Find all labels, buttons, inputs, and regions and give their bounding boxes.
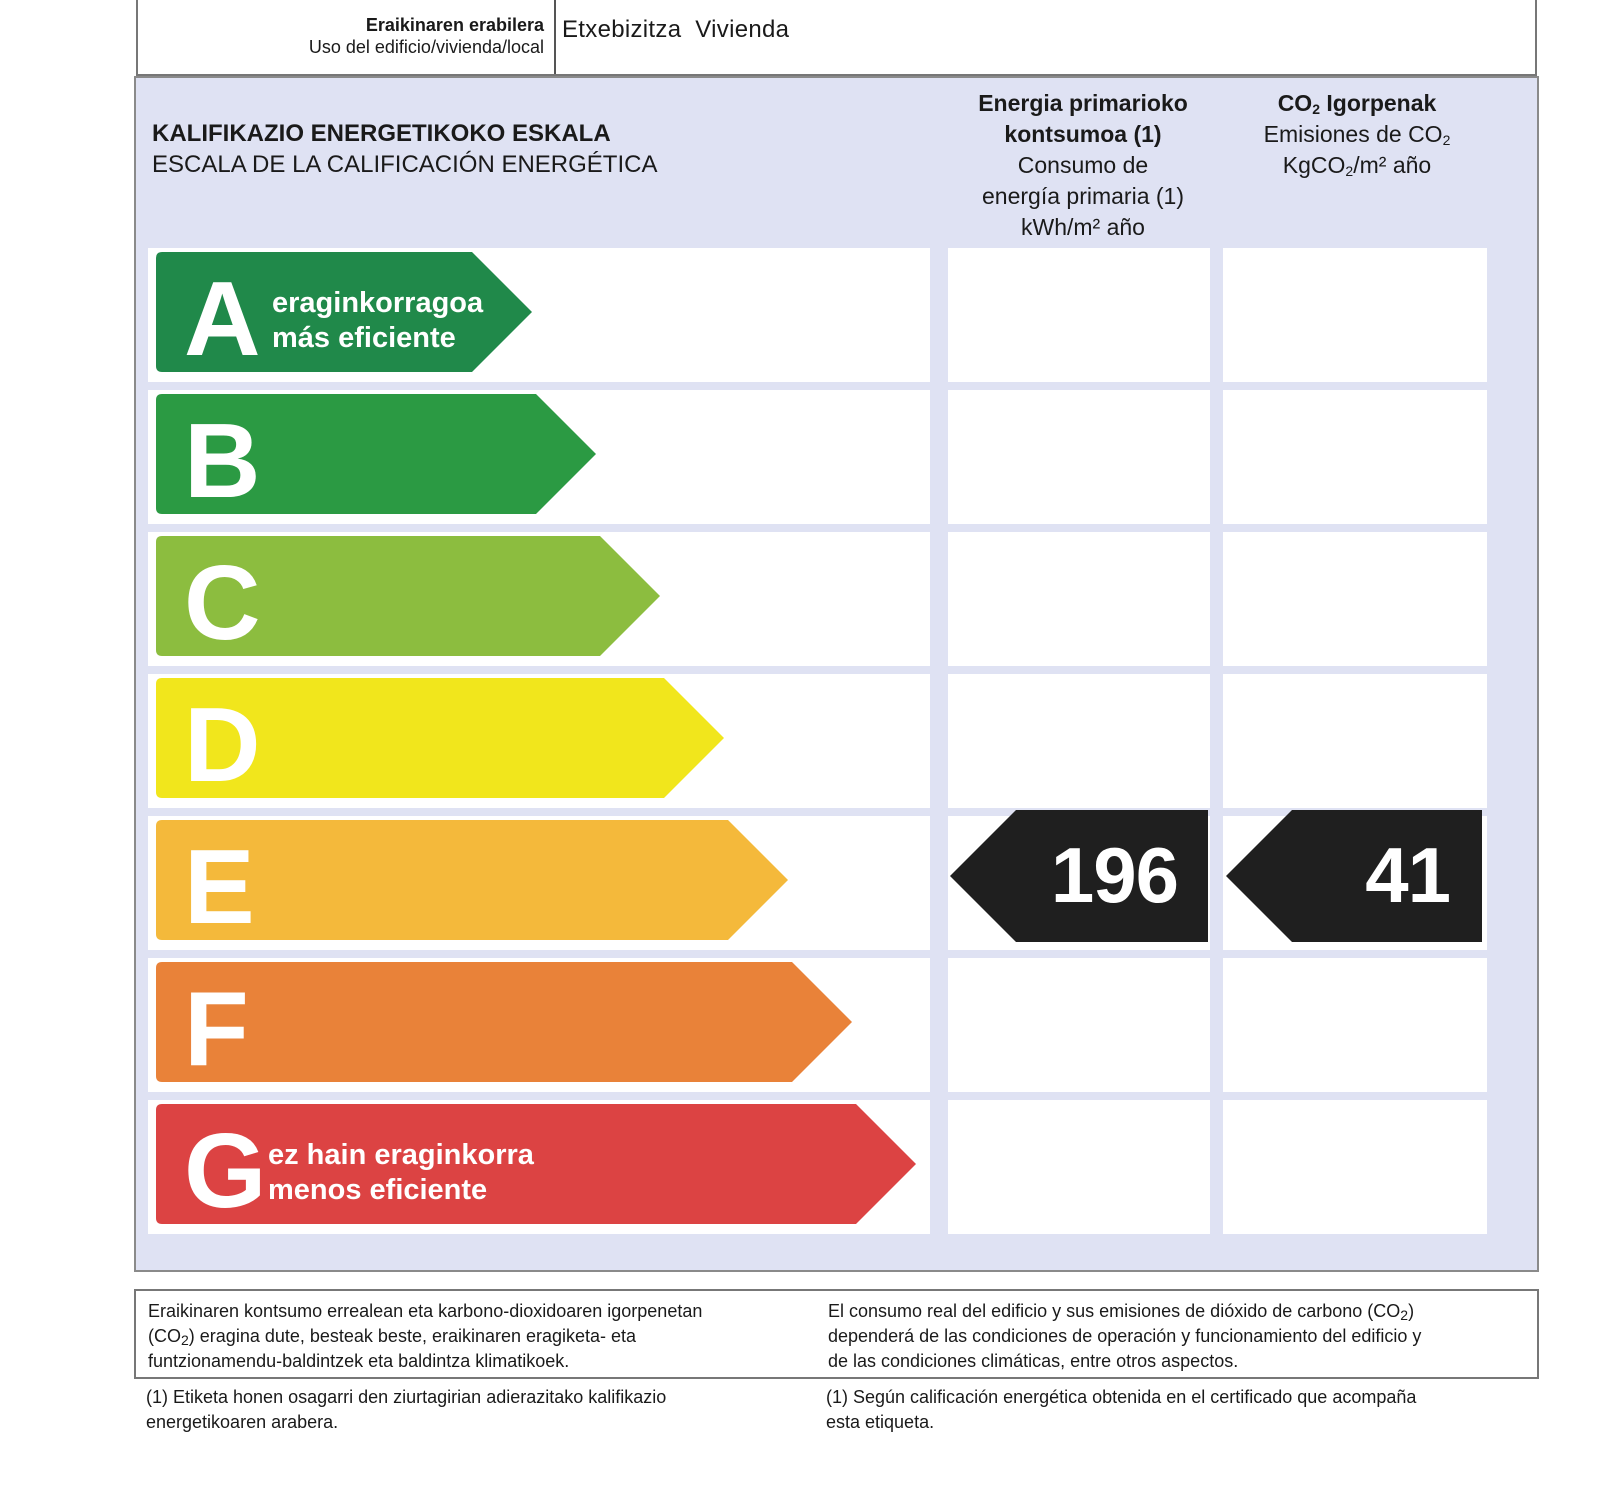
band-f-arrow [156, 962, 852, 1088]
footnote-es [826, 1385, 1526, 1435]
note-es [828, 1299, 1528, 1374]
band-a-arrow [156, 252, 532, 378]
note-es-line-2: dependerá de las condiciones de operación y funcionamiento del edificio y [828, 1326, 1422, 1346]
scale-title-eu: KALIFIKAZIO ENERGETIKOKO ESKALA [152, 120, 611, 147]
energy-cell [948, 958, 1210, 1092]
energy-header-es-1: Consumo de [1017, 152, 1149, 178]
co2-cell [1223, 958, 1487, 1092]
co2-cell [1223, 390, 1487, 524]
footnote-es-line-1: (1) Según calificación energética obtenida en el certificado que acompaña [826, 1387, 1417, 1407]
energy-header-eu-2: kontsumoa (1) [1004, 121, 1162, 147]
co2-value: 41 [1365, 831, 1450, 919]
energy-column-header [948, 88, 1218, 243]
band-letter: G [184, 1112, 265, 1230]
note-eu-line-1: Eraikinaren kontsumo errealean eta karbono-dioxidoaren igorpenetan [148, 1301, 703, 1321]
co2-value-marker [1226, 810, 1482, 942]
band-f-shape-shape [156, 962, 852, 1088]
note-eu [148, 1299, 808, 1374]
band-d-arrow [156, 678, 724, 804]
scale-title-es: ESCALA DE LA CALIFICACIÓN ENERGÉTICA [152, 151, 658, 178]
band-e-arrow [156, 820, 788, 946]
co2-cell [1223, 532, 1487, 666]
building-usage-labels [138, 0, 556, 74]
scale-title [152, 118, 657, 180]
band-description-eu: eraginkorragoa [272, 287, 484, 319]
band-g-arrow [156, 1104, 916, 1230]
energy-header-es-2: energía primaria (1) [982, 183, 1184, 209]
energy-header-unit: kWh/m² año [1021, 214, 1145, 240]
band-b-arrow [156, 394, 596, 520]
footnote-es-line-2: esta etiqueta. [826, 1412, 935, 1432]
energy-cell [948, 674, 1210, 808]
energy-cell [948, 390, 1210, 524]
energy-value: 196 [1050, 831, 1178, 919]
band-letter: F [184, 970, 247, 1088]
building-usage-row [136, 0, 1537, 76]
band-c-arrow [156, 536, 660, 662]
building-usage-label-eu: Eraikinaren erabilera [365, 15, 544, 35]
co2-header-unit: KgCO$_2$/m² año [1282, 152, 1432, 179]
footnote-eu-line-1: (1) Etiketa honen osagarri den ziurtagirian adierazitako kalifikazio [146, 1387, 667, 1407]
building-usage-value: Etxebizitza Vivienda [562, 16, 790, 43]
note-es-line-1: El consumo real del edificio y sus emisiones de dióxido de carbono $(CO_2)$ [828, 1301, 1415, 1323]
co2-header-es: Emisiones de $CO_2$ [1263, 121, 1451, 148]
footnote-eu [146, 1385, 806, 1435]
notes-box [134, 1289, 1539, 1379]
building-usage-label-es: Uso del edificio/vivienda/local [308, 37, 544, 57]
band-letter: D [184, 686, 259, 804]
co2-cell [1223, 1100, 1487, 1234]
co2-cell [1223, 674, 1487, 808]
energy-cell [948, 1100, 1210, 1234]
footnote-eu-line-2: energetikoaren arabera. [146, 1412, 339, 1432]
note-eu-line-2: $(CO_2)$ eragina dute, besteak beste, eraikinaren eragiketa- eta [148, 1326, 637, 1348]
energy-cell [948, 532, 1210, 666]
band-description [272, 286, 483, 356]
energy-header-eu-1: Energia primarioko [978, 90, 1188, 116]
band-description-eu: ez hain eraginkorra [268, 1139, 534, 1171]
band-description-es: menos eficiente [268, 1174, 488, 1206]
energy-cell [948, 248, 1210, 382]
band-letter: A [184, 260, 259, 378]
band-letter: E [184, 828, 253, 946]
note-es-line-3: de las condiciones climáticas, entre otros aspectos. [828, 1351, 1239, 1371]
co2-cell [1223, 248, 1487, 382]
co2-column-header [1223, 88, 1491, 181]
band-letter: C [184, 544, 259, 662]
band-letter: B [184, 402, 259, 520]
band-f-shape [156, 962, 852, 1088]
note-eu-line-3: funtzionamendu-baldintzek eta baldintza klimatikoek. [148, 1351, 570, 1371]
energy-value-marker [950, 810, 1208, 942]
band-description-es: más eficiente [272, 322, 456, 354]
band-description [268, 1138, 534, 1208]
co2-header-eu: $CO_2$ Igorpenak [1277, 90, 1437, 117]
